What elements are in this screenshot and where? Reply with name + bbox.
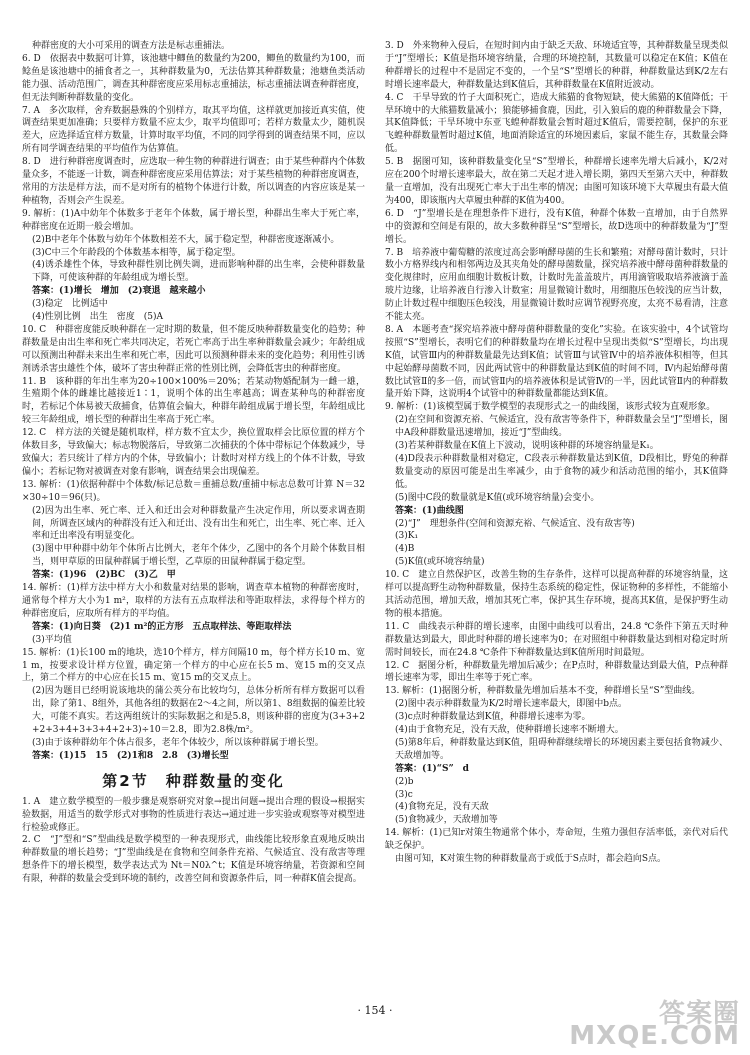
right-column: [385, 40, 728, 1000]
paragraph: 答案：(1)增长 增加 (2)衰退 越来越小: [32, 286, 206, 297]
paragraph: 答案：(1)15 15 (2)1和8 2.8 (3)增长型: [32, 750, 229, 761]
paragraph: (3)若某种群数量在K值上下波动，说明该种群的环境容纳量是K₁。: [395, 441, 659, 452]
watermark-logo: 答案圈 MXQE.COM: [569, 999, 740, 1051]
paragraph: 11. C 曲线表示种群的增长速率，由图中曲线可以看出，24.8 ℃条件下第五天时种群数量达到最大，即此时种群的增长速率为0；在对照组中种群数量达到相对稳定时所需时间较长，而在24.8 ℃条件下种群数量达到K值所用时间最短。: [385, 621, 728, 658]
paragraph: (2)在空间和资源充裕、气候适宜，没有敌害等条件下，种群数量会呈“J”型增长，图中A段种群数量迅速增加，接近“J”型曲线。: [395, 415, 728, 439]
paragraph: (4)B: [395, 544, 415, 555]
paragraph: 10. C 建立自然保护区，改善生物的生存条件，这样可以提高种群的环境容纳量，这样可以提高野生动物种群数量，保持生态系统的稳定性，保证物种的多样性，不能缩小其活动范围，增加天敌，增加其死亡率，保护其生存环境，提高其K值，是保护野生动物的根本措施。: [385, 570, 728, 619]
paragraph: (2)因为出生率、死亡率、迁入和迁出会对种群数量产生决定作用，所以要求调查期间，所调查区域内的种群没有迁入和迁出、没有出生和死亡，出生率、死亡率、迁入率和迁出率没有明显变化。: [32, 505, 365, 542]
paragraph: 3. D 外来物种入侵后，在短时间内由于缺乏天敌、环境适宜等，其种群数量呈现类似于“J”型增长；K值是指环境容纳量，合理的环境控制，其数量可以稳定在K值；K值在种群增长的过程中不是固定不变的，一个呈“S”型增长的种群，种群数量达到K/2左右时增长速率最大，种群数量达到K值后，其种群数量在K值附近波动。: [385, 41, 728, 90]
paragraph: (2)图中表示种群数量为K/2时增长速率最大，即图中b点。: [395, 699, 627, 710]
paragraph: (2)因为题目已经明说该地块的蒲公英分布比较均匀，总体分析所有样方数据可以看出，除了第1、8组外，其他各组的数据在2～4之间，所以第1、8组数据的偏差比较大，可能不真实。若这两组统计的实际数据之和是5.8，则该种群的密度为(3+3+2+2+3+4+3+3+4+2+3)÷10＝2.8，即为2.8株/m²。: [32, 686, 365, 736]
paragraph: 9. 解析：(1)A中幼年个体数多于老年个体数，属于增长型，种群出生率大于死亡率，种群密度在近期一般会增加。: [22, 208, 365, 232]
paragraph: 1. A 建立数学模型的一般步骤是观察研究对象→提出问题→提出合理的假设→根据实验数据，用适当的数学形式对事物的性质进行表达→通过进一步实验或观察等对模型进行检验或修正。: [22, 796, 365, 833]
paragraph: (3)C中三个年龄段的个体数基本相等，属于稳定型。: [32, 247, 241, 258]
paragraph: (4)由于食物充足，没有天敌，使种群增长速率不断增大。: [395, 725, 624, 736]
paragraph: 13. 解析：(1)依据种群中个体数/标记总数＝重捕总数/重捕中标志总数可计算 N＝32×30÷10＝96(只)。: [22, 479, 365, 503]
paragraph: 答案：(1)96 (2)BC (3)乙 甲: [32, 570, 176, 581]
paragraph: (2)B中老年个体数与幼年个体数相差不大，属于稳定型，种群密度逐渐减小。: [32, 234, 340, 245]
paragraph: (3)c: [395, 789, 413, 800]
section-title: 第2节 种群数量的变化: [102, 771, 285, 790]
paragraph: (5)第8年后，种群数量达到K值，阻碍种群继续增长的环境因素主要包括食物减少、天敌增加等。: [395, 737, 728, 761]
document-page: [22, 40, 728, 1000]
paragraph: 4. C 干旱导致的竹子大面积死亡，造成大熊猫的食物短缺，使大熊猫的K值降低；干旱环境中的大熊猫数量减小；狼能够捕食鹿，因此，引入狼后的鹿的种群数量会下降，其K值降低；干旱环境中东亚飞蝗种群数量会暂时超过K值后，需要控制，保护的东亚飞蝗种群数量暂时超过K值，地面消除适宜的环境因素后，家鼠不能生存，其数量会降低。: [385, 92, 728, 155]
paragraph: 5. B 据图可知，该种群数量变化呈“S”型增长，种群增长速率先增大后减小，K/2对应在200个时增长速率最大，故在第二天起才进入增长期，第四天至第六天中，种群数量一直增加，没有出现死亡率大于出生率的情况；由图可知该环境下大草履虫有最大值为400，即该瓶内大草履虫种群的K值为400。: [385, 157, 728, 206]
paragraph: 9. 解析：(1)该模型属于数学模型的表现形式之一的曲线图，该形式较为直观形象。: [385, 402, 716, 413]
paragraph: (3)图中甲种群中幼年个体所占比例大，老年个体少，乙图中的各个月龄个体数目相当，则甲草原的田鼠种群属于增长型，乙草原的田鼠种群属于稳定型。: [32, 544, 365, 568]
paragraph: 11. B 该种群的年出生率为20÷100×100%＝20%；若某动物婚配制为一雌一雄，生殖期个体的雌雄比越接近1∶1，说明个体的出生率越高；调查某种鸟的种群密度时，若标记个体易被天敌捕食，估算值会偏大，种群年龄组成属于增长型，年龄组成比较三年龄组成，增长型的种群出生率高于死亡率。: [22, 376, 365, 426]
page-number: · 154 ·: [357, 1004, 393, 1017]
paragraph: 6. D “J”型增长是在理想条件下进行，没有K值，种群个体数一直增加，由于自然界中的资源和空间是有限的，故大多数种群呈“S”型增长，故D选项中的种群数量为“J”型增长。: [385, 208, 728, 245]
paragraph: (5)食物减少，天敌增加等: [395, 815, 498, 826]
paragraph: (3)由于该种群幼年个体占很多，老年个体较少，所以该种群属于增长型。: [32, 737, 324, 748]
paragraph: (2)“J” 理想条件(空间和资源充裕、气候适宜、没有敌害等): [395, 518, 635, 529]
paragraph: 10. C 种群密度能反映种群在一定时期的数量，但不能反映种群数量变化的趋势；种群数量是由出生率和死亡率共同决定，若死亡率高于出生率种群数量会减少；年龄组成可以预测出种群未来出生率和死亡率，因此可以预测种群未来的变化趋势；利用性引诱剂诱杀害虫雄性个体，破坏了害虫种群正常的性别比例，会降低害虫的种群密度。: [22, 324, 365, 374]
paragraph: 种群密度的大小可采用的调查方法是标志重捕法。: [32, 41, 231, 51]
paragraph: 8. D 进行种群密度调查时，应选取一种生物的种群进行调查；由于某些种群内个体数量众多，不能逐一计数，调查种群密度应采用估算法；对于某些植物的种群密度调查，常用的方法是样方法，而不是对所有的植物个体进行计数，所以调查的内容应该是某一种植物，否则会产生误差。: [22, 157, 365, 206]
paragraph: 14. 解析：(1)样方法中样方大小和数量对结果的影响，调查草本植物的种群密度时，通常每个样方大小为1 m²，取样的方法有五点取样法和等距取样法，求得每个样方的种群密度后，应取所有样方的平均值。: [22, 583, 365, 619]
paragraph: (3)c点时种群数量达到K值，种群增长速率为零。: [395, 712, 591, 723]
paragraph: 12. C 样方法的关键是随机取样，样方数不宜太少，换位置取样会比原位置的样方个体数目多，导致偏大；标志物脱落后，导致第二次捕获的个体中带标记个体数减少，导致偏大；若只统计了样方内的个体，导致偏小；计数时对样方线上的个体不计数，导致偏小；若标记物对被调查对象有影响，调查结果会出现偏差。: [22, 428, 365, 477]
paragraph: 答案：(1)“S” d: [395, 763, 469, 774]
paragraph: (4)性别比例 出生 密度 (5)A: [32, 312, 163, 323]
paragraph: 6. D 依据表中数据可计算，该池塘中鲫鱼的数量约为200，鲫鱼的数量约为100，而鲶鱼是该池塘中的捕食者之一，其种群数量为0，无法估算其种群数量；池塘鱼类活动能力强、活动范围广，调查其种群密度应采用标志重捕法，标志重捕法调查种群密度，但无法判断种群数量的变化。: [22, 53, 365, 103]
paragraph: (4)食物充足，没有天敌: [395, 802, 489, 813]
paragraph: 13. 解析：(1)据图分析，种群数量先增加后基本不变，种群增长呈“S”型曲线。: [385, 686, 701, 697]
paragraph: (3)K₁: [395, 531, 419, 542]
paragraph: 7. A 多次取样，舍弃数据悬殊的个别样方，取其平均值，这样就更加接近真实值，使调查结果更加准确；只要样方数量不应太少，取平均值即可；若样方数量太少，随机误差大，应选择适宜样方数量，计算时取平均值，不同的同学得到的调查结果不同，应以所有同学调查结果的平均值作为估算值。: [22, 105, 365, 155]
paragraph: (4)诱杀雄性个体，导致种群性别比例失调，进而影响种群的出生率，会使种群数量下降，可使该种群的年龄组成为增长型。: [32, 260, 365, 284]
paragraph: 由图可知，K对策生物的种群数量高于或低于S点时，都会趋向S点。: [395, 854, 667, 865]
paragraph: (3)稳定 比例适中: [32, 299, 108, 310]
paragraph: (5)图中C段的数量就是K值(或环境容纳量)会变小。: [395, 492, 600, 503]
paragraph: (4)D段表示种群数量相对稳定，C段表示种群数量达到K值，D段相比，野兔的种群数量变动的原因可能是出生率减少，由于食物的减少和活动范围的缩小，其K值降低。: [395, 454, 728, 490]
paragraph: 15. 解析：(1)长100 m的地块，选10个样方，样方间隔10 m，每个样方长10 m、宽 1 m，按要求设计样方位置，确定第一个样方的中心应在长5 m、宽15 m的交叉点上，第二个样方的中心应在长15 m、宽15 m的交叉点上。: [22, 647, 365, 684]
paragraph: 7. B 培养液中葡萄糖的浓度过高会影响酵母菌的生长和繁殖；对酵母菌计数时，只计数小方格界线内和相邻两边及其夹角处的酵母菌数量，探究培养液中酵母菌种群数量的变化规律时，应用血细胞计数板计数，计数时先盖盖玻片，再用滴管吸取培养液滴于盖玻片边缘，让培养液自行渗入计数室；用显微镜计数时，用细胞压色较浅的应当计数，防止计数过程中细胞压色较浅，用显微镜计数时应调节视野亮度，太亮不易看清，注意不能太亮。: [385, 247, 728, 323]
paragraph: 12. C 据图分析，种群数量先增加后减少；在P点时，种群数量达到最大值，P点种群增长速率为零，即出生率等于死亡率。: [385, 660, 728, 684]
paragraph: 8. A 本题考查“探究培养液中酵母菌种群数量的变化”实验。在该实验中，4个试管均按照“S”型增长，表明它们的种群数量均在增长过程中呈现出类似“S”型增长，均出现K值，试管Ⅲ内的种群数量最先达到K值；试管Ⅲ与试管Ⅳ中的培养液体积相等，但其中起始酵母菌数不同，因此两试管中的种群数量达到K值的时间不同，Ⅳ内起始酵母菌数比试管Ⅱ的多一倍，而试管Ⅱ内的培养液体积是试管Ⅳ的一半，因此试管Ⅱ内的种群数量开始下降，这说明4个试管中的种群数量都能达到K值。: [385, 324, 728, 400]
paragraph: (2)b: [395, 776, 414, 787]
left-column: [22, 40, 365, 1000]
paragraph: 答案：(1)向日葵 (2)1 m²的正方形 五点取样法、等距取样法: [32, 621, 292, 632]
paragraph: 2. C “J”型和“S”型曲线是数学模型的一种表现形式，曲线能比较形象直观地反映出种群数量的增长趋势；“J”型曲线是在食物和空间条件充裕、气候适宜、没有敌害等理想条件下的增长模型，数学表达式为 Nt＝N0λ^t；K值是环境容纳量，若资源和空间有限，种群的数量会受到环境的制约，改善空间和资源条件后，同一种群K值会提高。: [22, 835, 365, 885]
paragraph: (5)K值(或环境容纳量): [395, 557, 485, 568]
paragraph: 14. 解析：(1)已知r对策生物通常个体小，寿命短，生殖力强但存活率低，亲代对后代缺乏保护。: [385, 828, 728, 852]
paragraph: 答案：(1)曲线图: [395, 505, 464, 516]
paragraph: (3)平均值: [32, 634, 72, 645]
